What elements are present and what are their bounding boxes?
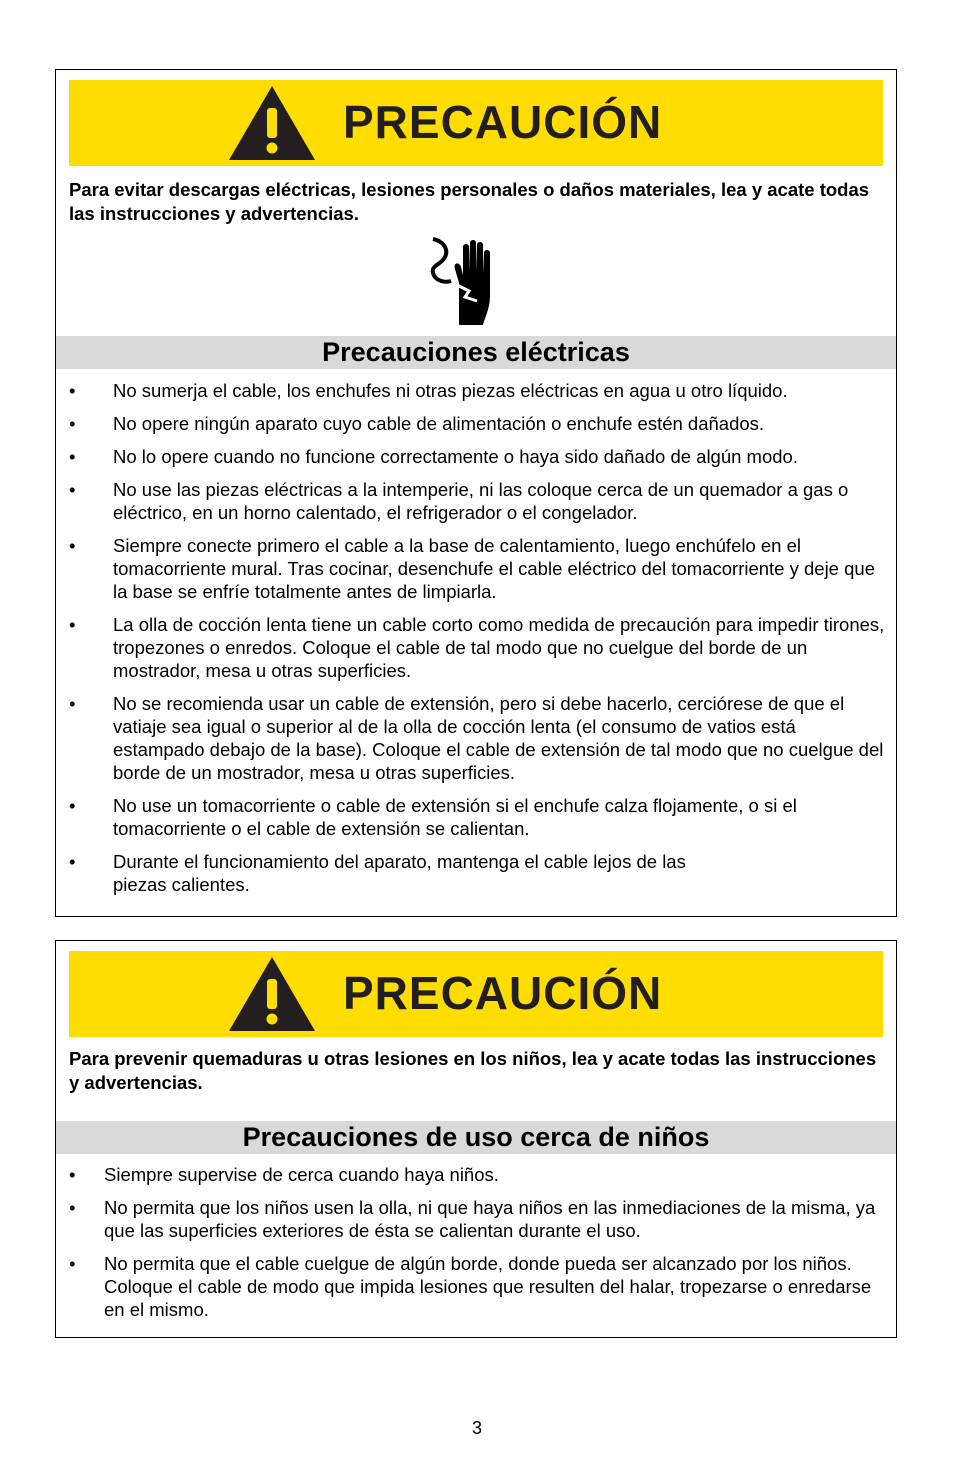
list-item: • Siempre supervise de cerca cuando haya niños. — [69, 1164, 499, 1185]
intro-text: Para prevenir quemaduras u otras lesiones en los niños, lea y acate todas las instrucciones y advertencias. — [69, 1048, 877, 1093]
bullet-icon: • — [69, 1253, 76, 1274]
list-item: • No lo opere cuando no funcione correctamente o haya sido dañado de algún modo. — [69, 446, 798, 467]
bullet-icon: • — [69, 413, 76, 434]
list-item: • No se recomienda usar un cable de extensión, pero si debe hacerlo, cerciórese de que el vatiaje sea igual o superior al de la olla de cocción lenta (el consumo de vatios está estampado debajo de la base). Coloque el cable de extensión de tal modo que no cuelgue del borde de un mostrador, mesa u otras superficies. — [69, 693, 884, 783]
section-title-children: Precauciones de uso cerca de niños — [56, 1121, 896, 1154]
bullet-icon: • — [69, 535, 76, 556]
bullet-icon: • — [69, 795, 76, 816]
bullet-icon: • — [69, 693, 76, 714]
bullet-icon: • — [69, 479, 76, 500]
list-item: • No use las piezas eléctricas a la intemperie, ni las coloque cerca de un quemador a gas o eléctrico, en un horno calentado, el refrigerador o el congelador. — [69, 479, 849, 523]
list-item: • No permita que los niños usen la olla, ni que haya niños en las inmediaciones de la misma, ya que las superficies exteriores de ésta se calientan durante el uso. — [69, 1197, 876, 1241]
list-item: • No use un tomacorriente o cable de extensión si el enchufe calza flojamente, o si el tomacorriente o el cable de extensión se calientan. — [69, 795, 797, 839]
bullet-icon: • — [69, 1197, 76, 1218]
list-item: • No permita que el cable cuelgue de algún borde, donde pueda ser alcanzado por los niños. Coloque el cable de modo que impida lesiones que resulten del halar, tropezarse o enredarse en el mismo. — [69, 1253, 872, 1320]
section-title-electrical: Precauciones eléctricas — [56, 336, 896, 369]
bullet-icon: • — [69, 380, 76, 401]
intro-text: Para evitar descargas eléctricas, lesiones personales o daños materiales, lea y acate todas las instrucciones y advertencias. — [69, 179, 870, 224]
warning-triangle-icon — [227, 84, 317, 162]
list-item: • La olla de cocción lenta tiene un cable corto como medida de precaución para impedir tirones, tropezones o enredos. Coloque el cable de tal modo que no cuelgue del borde de un mostrador, mesa u otras superficies. — [69, 614, 885, 681]
children-precautions-list — [69, 1163, 889, 1331]
page-number: 3 — [471, 1418, 482, 1438]
bullet-icon: • — [69, 851, 76, 872]
caution-title: PRECAUCIÓN — [343, 967, 663, 1019]
caution-title: PRECAUCIÓN — [343, 96, 663, 148]
warning-triangle-icon — [227, 955, 317, 1033]
children-caution-box — [55, 940, 897, 1338]
electric-shock-hand-icon — [425, 235, 509, 325]
list-item: • Durante el funcionamiento del aparato, mantenga el cable lejos de las piezas calientes. — [69, 851, 686, 895]
bullet-icon: • — [69, 446, 76, 467]
bullet-icon: • — [69, 1164, 76, 1185]
caution-banner — [69, 80, 883, 166]
caution-banner — [69, 951, 883, 1037]
list-item: • No sumerja el cable, los enchufes ni otras piezas eléctricas en agua u otro líquido. — [69, 380, 788, 401]
list-item: • No opere ningún aparato cuyo cable de alimentación o enchufe estén dañados. — [69, 413, 765, 434]
bullet-icon: • — [69, 614, 76, 635]
list-item: • Siempre conecte primero el cable a la base de calentamiento, luego enchúfelo en el tomacorriente mural. Tras cocinar, desenchufe el cable eléctrico del tomacorriente y deje que la base se enfríe totalmente antes de limpiarla. — [69, 535, 875, 602]
electrical-caution-box — [55, 69, 897, 917]
electrical-precautions-list — [69, 379, 889, 906]
